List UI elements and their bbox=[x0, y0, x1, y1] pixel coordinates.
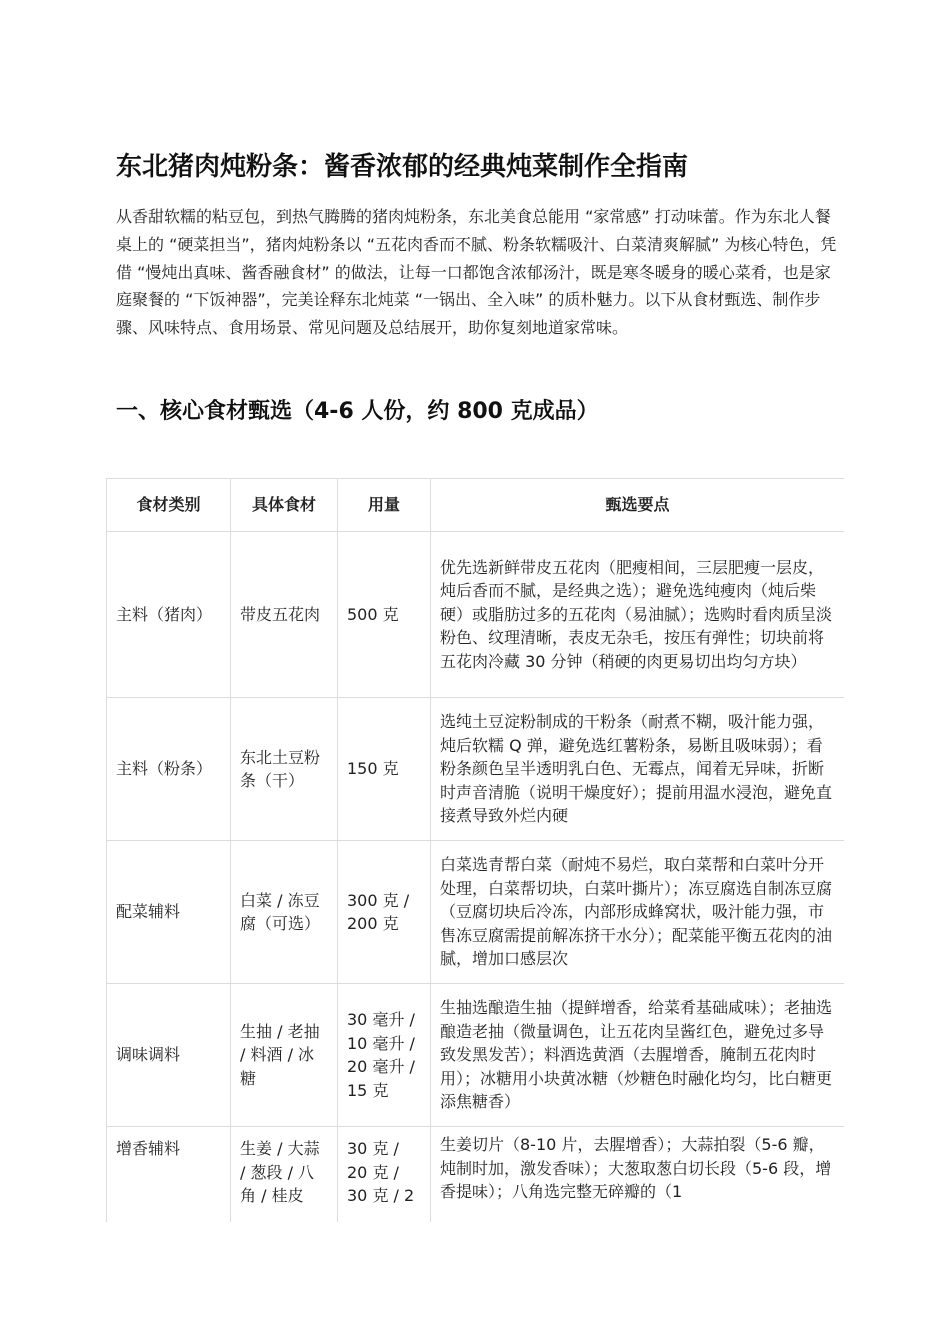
header-amount: 用量 bbox=[338, 479, 431, 532]
intro-paragraph: 从香甜软糯的粘豆包，到热气腾腾的猪肉炖粉条，东北美食总能用 “家常感” 打动味蕾。作为东北人餐桌上的 “硬菜担当”，猪肉炖粉条以 “五花肉香而不腻、粉条软糯吸汁、白菜清爽解腻” 为核心特色，凭借 “慢炖出真味、酱香融食材” 的做法，让每一口都饱含浓郁汤汁，既是寒冬暖身的暖心菜肴，也是家庭聚餐的 “下饭神器”，完美诠释东北炖菜 “一锅出、全入味” 的质朴魅力。以下从食材甄选、制作步骤、风味特点、食用场景、常见问题及总结展开，助你复刻地道家常味。 bbox=[116, 207, 837, 338]
table-header-row bbox=[107, 479, 845, 532]
cell-amount: 300 克 / 200 克 bbox=[338, 841, 431, 984]
header-tips: 甄选要点 bbox=[431, 479, 845, 532]
header-category: 食材类别 bbox=[107, 479, 231, 532]
ingredients-table bbox=[106, 478, 844, 1222]
cell-category: 配菜辅料 bbox=[107, 841, 231, 984]
cell-ingredient: 白菜 / 冻豆腐（可选） bbox=[231, 841, 338, 984]
header-ingredient: 具体食材 bbox=[231, 479, 338, 532]
cell-amount: 30 毫升 / 10 毫升 / 20 毫升 / 15 克 bbox=[338, 984, 431, 1127]
cell-amount: 150 克 bbox=[338, 698, 431, 841]
table-row bbox=[107, 532, 845, 698]
cell-ingredient: 生抽 / 老抽 / 料酒 / 冰糖 bbox=[231, 984, 338, 1127]
cell-ingredient: 东北土豆粉条（干） bbox=[231, 698, 338, 841]
cell-ingredient: 生姜 / 大蒜 / 葱段 / 八角 / 桂皮 bbox=[231, 1127, 338, 1223]
ingredients-table-container bbox=[106, 478, 844, 1222]
cell-category: 主料（粉条） bbox=[107, 698, 231, 841]
cell-tips: 优先选新鲜带皮五花肉（肥瘦相间，三层肥瘦一层皮，炖后香而不腻，是经典之选）；避免选纯瘦肉（炖后柴硬）或脂肪过多的五花肉（易油腻）；选购时看肉质呈淡粉色、纹理清晰，表皮无杂毛，按压有弹性；切块前将五花肉冷藏 30 分钟（稍硬的肉更易切出均匀方块） bbox=[431, 532, 845, 698]
cell-tips: 生抽选酿造生抽（提鲜增香，给菜肴基础咸味）；老抽选酿造老抽（微量调色，让五花肉呈酱红色，避免过多导致发黑发苦）；料酒选黄酒（去腥增香，腌制五花肉时用）；冰糖用小块黄冰糖（炒糖色时融化均匀，比白糖更添焦糖香） bbox=[431, 984, 845, 1127]
cell-category: 主料（猪肉） bbox=[107, 532, 231, 698]
cell-tips: 白菜选青帮白菜（耐炖不易烂，取白菜帮和白菜叶分开处理，白菜帮切块，白菜叶撕片）；冻豆腐选自制冻豆腐（豆腐切块后冷冻，内部形成蜂窝状，吸汁能力强，市售冻豆腐需提前解冻挤干水分）；配菜能平衡五花肉的油腻，增加口感层次 bbox=[431, 841, 845, 984]
cell-category: 调味调料 bbox=[107, 984, 231, 1127]
table-row bbox=[107, 841, 845, 984]
cell-tips: 选纯土豆淀粉制成的干粉条（耐煮不糊，吸汁能力强，炖后软糯 Q 弹，避免选红薯粉条，易断且吸味弱）；看粉条颜色呈半透明乳白色、无霉点，闻着无异味，折断时声音清脆（说明干燥度好）；提前用温水浸泡，避免直接煮导致外烂内硬 bbox=[431, 698, 845, 841]
table-row bbox=[107, 984, 845, 1127]
cell-amount: 30 克 / 20 克 / 30 克 / 2 bbox=[338, 1127, 431, 1223]
table-row bbox=[107, 1127, 845, 1223]
table-row bbox=[107, 698, 845, 841]
cell-ingredient: 带皮五花肉 bbox=[231, 532, 338, 698]
cell-tips: 生姜切片（8-10 片，去腥增香）；大蒜拍裂（5-6 瓣，炖制时加，激发香味）；大葱取葱白切长段（5-6 段，增香提味）；八角选完整无碎瓣的（1 bbox=[431, 1127, 845, 1223]
page-title: 东北猪肉炖粉条：酱香浓郁的经典炖菜制作全指南 bbox=[116, 152, 689, 182]
section-heading-ingredients: 一、核心食材甄选（4-6 人份，约 800 克成品） bbox=[116, 399, 599, 424]
cell-amount: 500 克 bbox=[338, 532, 431, 698]
cell-category: 增香辅料 bbox=[107, 1127, 231, 1223]
